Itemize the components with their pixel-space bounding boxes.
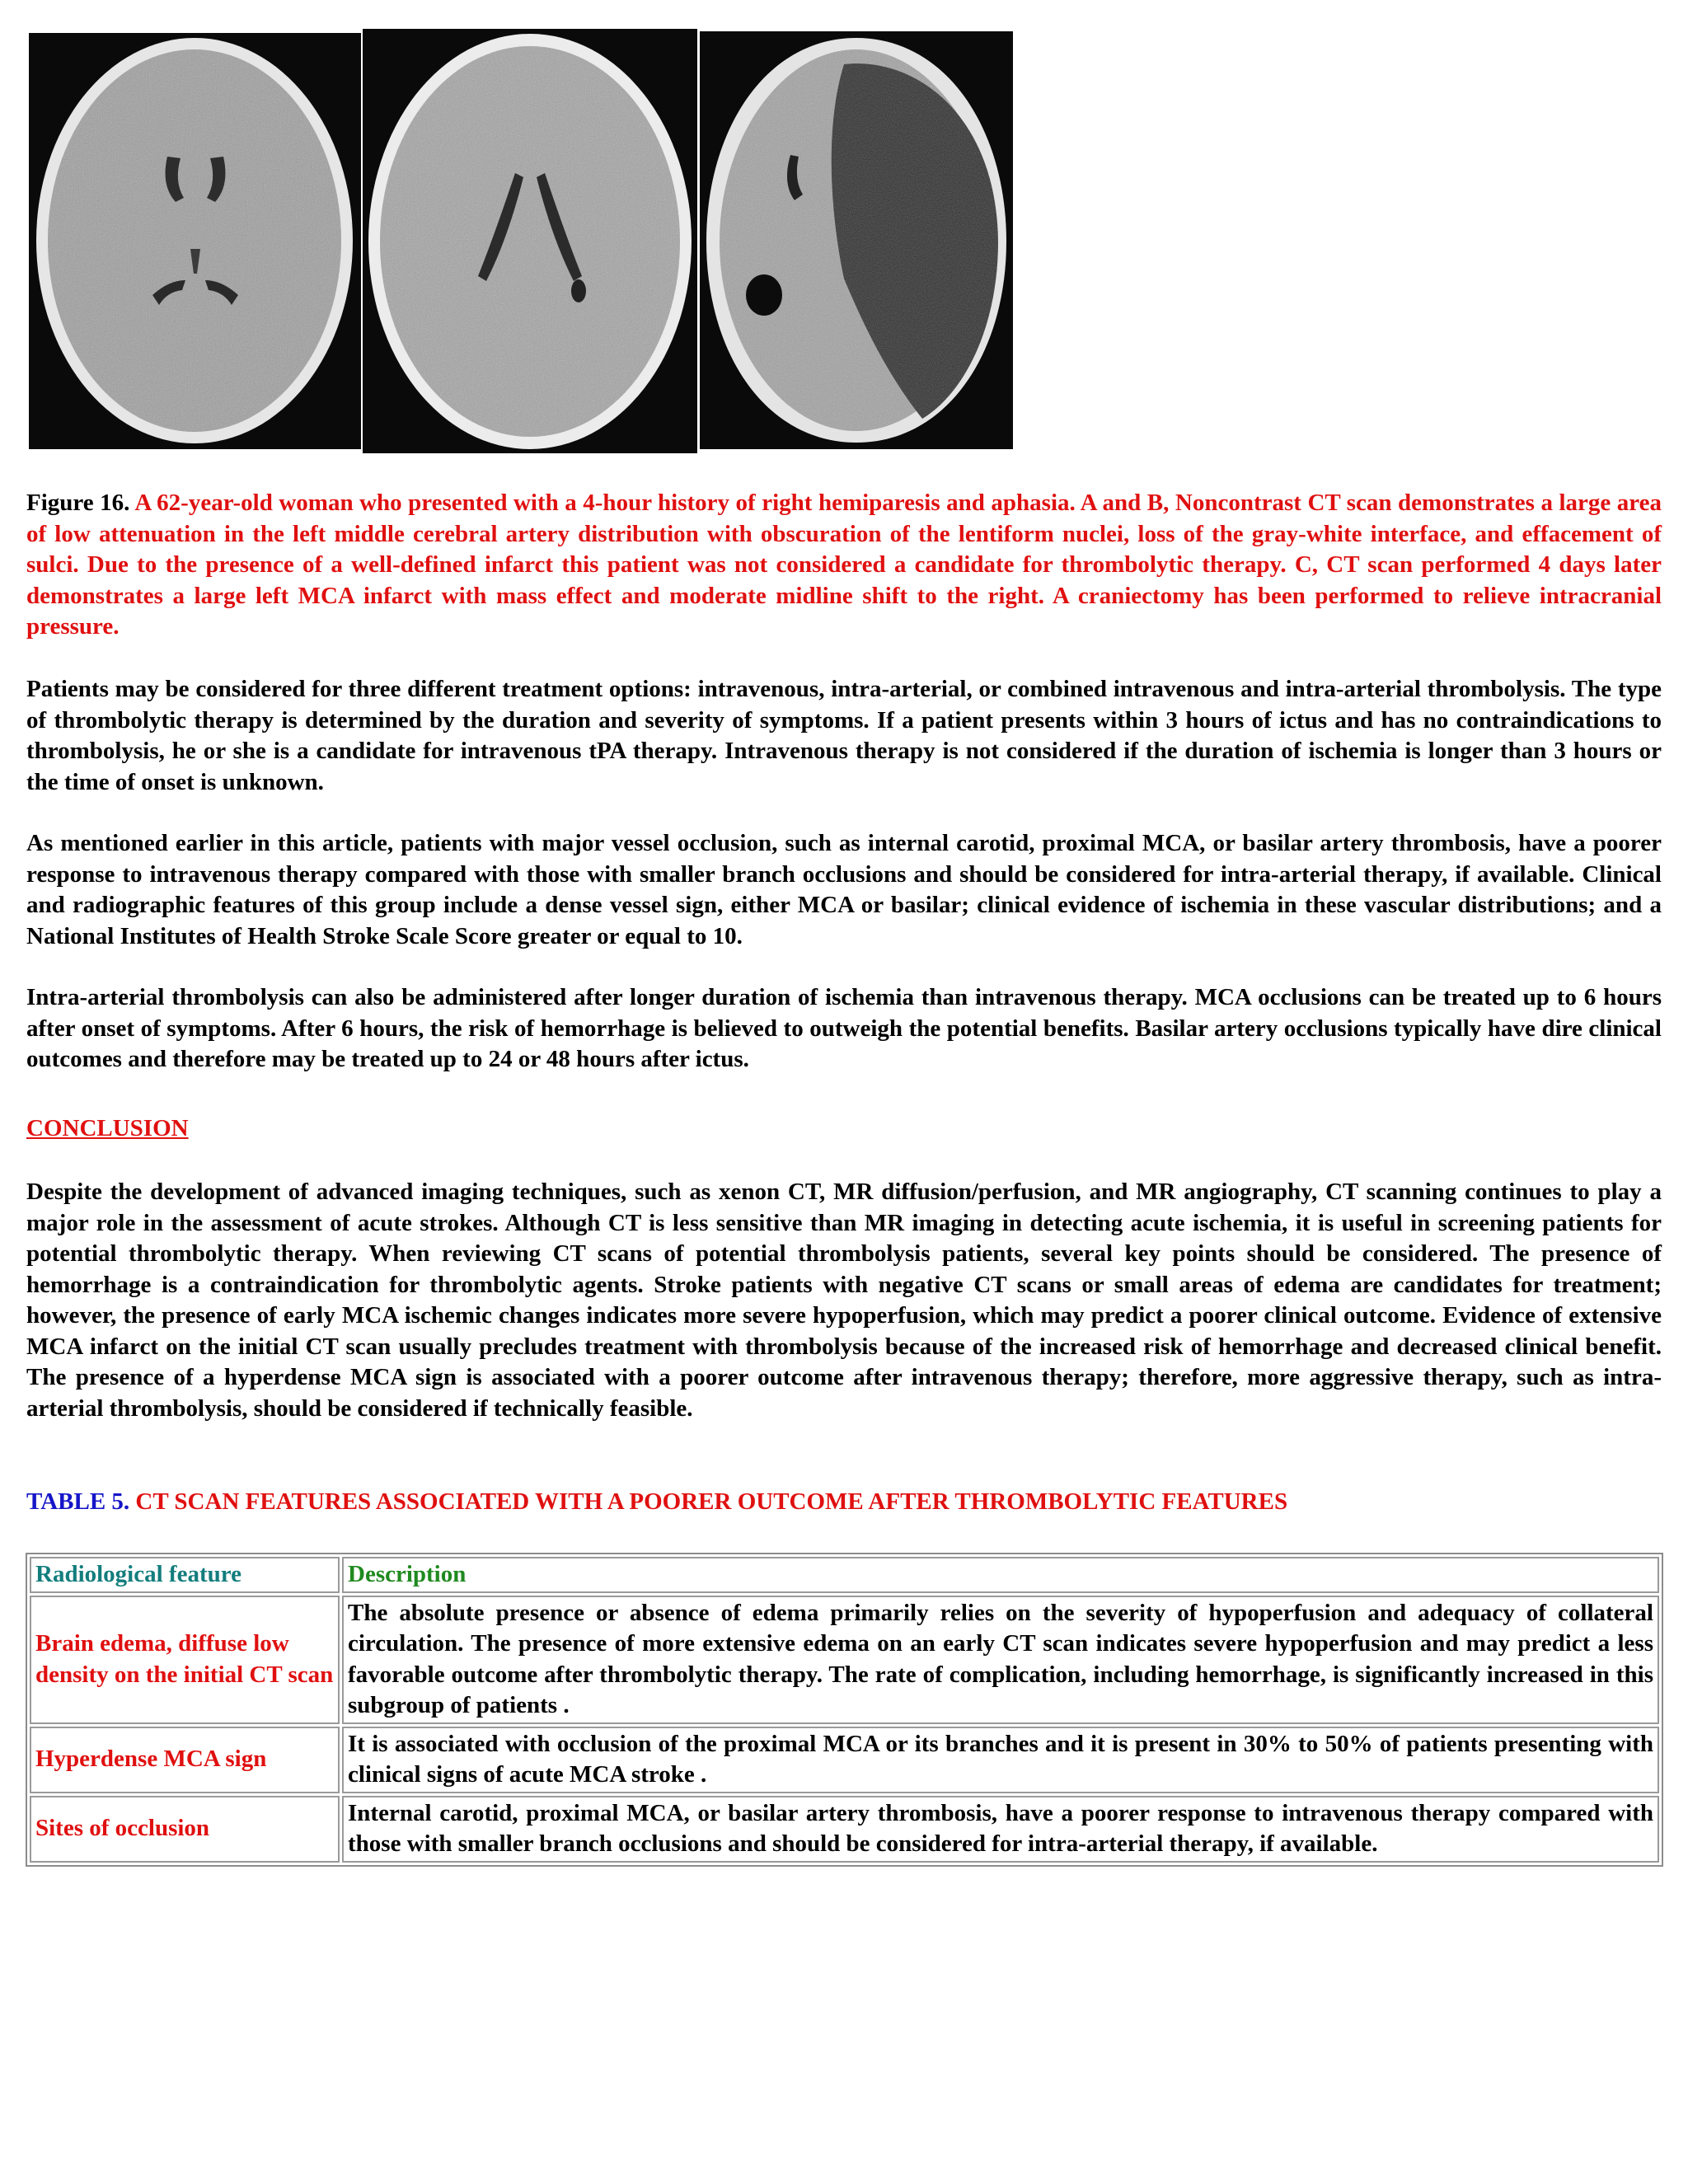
table-row <box>30 1796 1659 1863</box>
feature-cell: Brain edema, diffuse low density on the initial CT scan <box>30 1596 340 1724</box>
description-cell: It is associated with occlusion of the proximal MCA or its branches and it is present in 30% to 50% of patients presenting with clinical signs of acute MCA stroke . <box>342 1727 1659 1793</box>
figure-label: Figure 16. <box>26 490 130 516</box>
table-title <box>26 1487 1662 1518</box>
header-description: Description <box>342 1557 1659 1593</box>
figure-16-images <box>26 29 1015 457</box>
figure-caption <box>26 488 1662 643</box>
table-row <box>30 1727 1659 1793</box>
paragraph-treatment-options: Patients may be considered for three different treatment options: intravenous, intra-arterial, or combined intravenous and intra-arterial thrombolysis. The type of thrombolytic therapy is determined by the duration and severity of symptoms. If a patient presents within 3 hours of ictus and has no contraindications to thrombolysis, he or she is a candidate for intravenous tPA therapy. Intravenous therapy is not considered if the duration of ischemia is longer than 3 hours or the time of onset is unknown. <box>26 676 1662 795</box>
ct-image-c <box>700 31 1013 449</box>
ct-image-b <box>363 29 697 453</box>
description-cell: Internal carotid, proximal MCA, or basilar artery thrombosis, have a poorer response to intravenous therapy compared with those with smaller branch occlusions and should be considered for intra-arterial therapy, if available. <box>342 1796 1659 1863</box>
features-table <box>26 1553 1663 1867</box>
feature-cell: Hyperdense MCA sign <box>30 1727 340 1793</box>
description-cell: The absolute presence or absence of edema primarily relies on the severity of hypoperfusion and adequacy of collateral circulation. The presence of more extensive edema on an early CT scan indicates severe hypoperfusion and may predict a less favorable outcome after thrombolytic therapy. The rate of complication, including hemorrhage, is significantly increased in this subgroup of patients . <box>342 1596 1659 1724</box>
conclusion-heading: CONCLUSION <box>26 1115 189 1141</box>
figure-caption-text: A 62-year-old woman who presented with a 4-hour history of right hemiparesis and aphasia. A and B, Noncontrast CT scan demonstrates a large area of low attenuation in the left middle cerebral artery distribution with obscuration of the lentiform nuclei, loss of the gray-white interface, and effacement of sulci. Due to the presence of a well-defined infarct this patient was not considered a candidate for thrombolytic therapy. C, CT scan performed 4 days later demonstrates a large left MCA infarct with mass effect and moderate midline shift to the right. A craniectomy has been performed to relieve intracranial pressure. <box>26 490 1662 640</box>
paragraph-intra-arterial: Intra-arterial thrombolysis can also be administered after longer duration of ischemia than intravenous therapy. MCA occlusions can be treated up to 6 hours after onset of symptoms. After 6 hours, the risk of hemorrhage is believed to outweigh the potential benefits. Basilar artery occlusions typically have dire clinical outcomes and therefore may be treated up to 24 or 48 hours after ictus. <box>26 984 1662 1072</box>
feature-cell: Sites of occlusion <box>30 1796 340 1863</box>
table-label: TABLE 5. <box>26 1488 130 1515</box>
table-header-row <box>30 1557 1659 1593</box>
paragraph-vessel-occlusion: As mentioned earlier in this article, patients with major vessel occlusion, such as internal carotid, proximal MCA, or basilar artery thrombosis, have a poorer response to intravenous therapy compared with those with smaller branch occlusions and should be considered for intra-arterial therapy, if available. Clinical and radiographic features of this group include a dense vessel sign, either MCA or basilar; clinical evidence of ischemia in these vascular distributions; and a National Institutes of Health Stroke Scale Score greater or equal to 10. <box>26 830 1662 949</box>
ct-image-a <box>29 33 361 449</box>
table-row <box>30 1596 1659 1724</box>
paragraph-conclusion: Despite the development of advanced imaging techniques, such as xenon CT, MR diffusion/perfusion, and MR angiography, CT scanning continues to play a major role in the assessment of acute strokes. Although CT is less sensitive than MR imaging in detecting acute ischemia, it is useful in screening patients for potential thrombolytic therapy. When reviewing CT scans of potential thrombolysis patients, several key points should be considered. The presence of hemorrhage is a contraindication for thrombolytic agents. Stroke patients with negative CT scans or small areas of edema are candidates for treatment; however, the presence of early MCA ischemic changes indicates more severe hypoperfusion, which may predict a poorer clinical outcome. Evidence of extensive MCA infarct on the initial CT scan usually precludes treatment with thrombolysis because of the increased risk of hemorrhage and decreased clinical benefit. The presence of a hyperdense MCA sign is associated with a poorer outcome after intravenous therapy; therefore, more aggressive therapy, such as intra-arterial thrombolysis, should be considered if technically feasible. <box>26 1179 1662 1422</box>
header-radiological-feature: Radiological feature <box>30 1557 340 1593</box>
table-title-text: CT SCAN FEATURES ASSOCIATED WITH A POORER OUTCOME AFTER THROMBOLYTIC FEATURES <box>135 1488 1288 1515</box>
